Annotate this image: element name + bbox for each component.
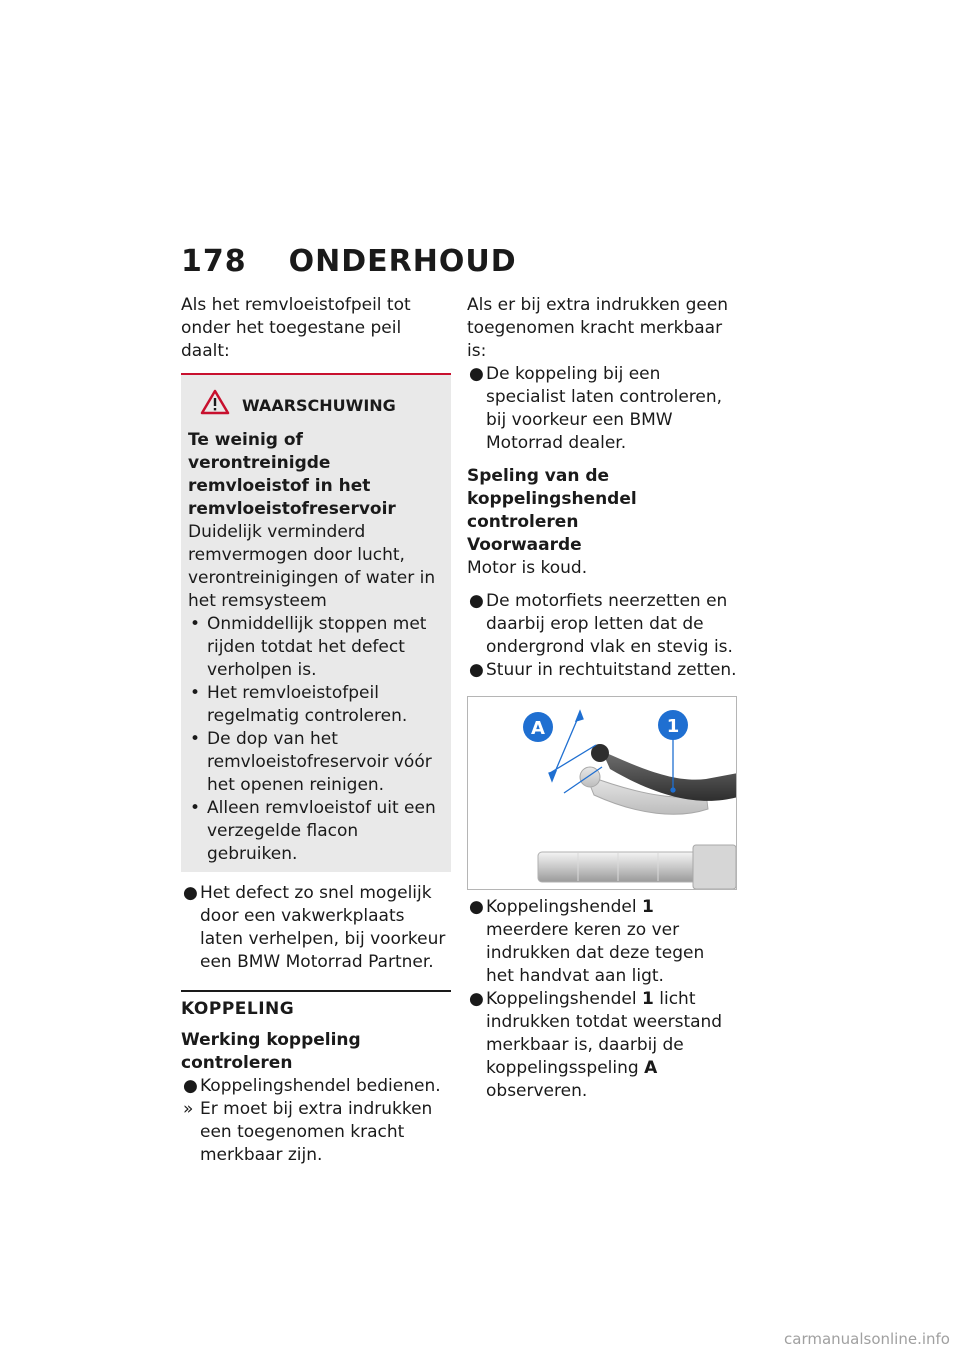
intro-text: Als het remvloeistofpeil tot onder het toegestane peil daalt: xyxy=(181,295,411,361)
section-title: ONDERHOUD xyxy=(288,244,517,279)
warning-bullet: • Alleen remvloeistof uit een verzegelde flacon gebruiken. xyxy=(190,798,436,864)
page-header xyxy=(181,244,517,279)
warning-bullet: • De dop van het remvloeistofreservoir vóór het openen reinigen. xyxy=(190,729,432,795)
warning-body: Duidelijk verminderd remvermogen door lucht, verontreinigingen of water in het remsysteem xyxy=(188,522,436,611)
part-reference: 1 xyxy=(642,989,654,1009)
section-heading: KOPPELING xyxy=(181,999,295,1019)
left-column xyxy=(181,294,451,1167)
right-column xyxy=(467,294,737,1103)
action-step: ● Koppelingshendel 1 meerdere keren zo ver indrukken dat deze tegen het handvat aan ligt. xyxy=(469,897,705,986)
warning-triangle-icon xyxy=(200,389,230,421)
callout-a-label: A xyxy=(531,718,545,739)
result-step: » Er moet bij extra indrukken een toegenomen kracht merkbaar zijn. xyxy=(183,1099,433,1165)
clutch-lever-illustration xyxy=(468,697,736,889)
intro-text: Als er bij extra indrukken geen toegenomen kracht merkbaar is: xyxy=(467,295,729,361)
watermark: carmanualsonline.info xyxy=(784,1330,950,1348)
warning-label: WAARSCHUWING xyxy=(242,395,396,415)
precondition-label: Voorwaarde xyxy=(467,535,582,555)
action-step: ● Koppelingshendel 1 licht indrukken totdat weerstand merkbaar is, daarbij de koppelingsspeling A observeren. xyxy=(469,989,723,1101)
warning-bullet: • Het remvloeistofpeil regelmatig controleren. xyxy=(190,683,408,726)
subheading: Speling van de koppelingshendel controleren xyxy=(467,466,637,532)
action-step: ● Het defect zo snel mogelijk door een vakwerkplaats laten verhelpen, bij voorkeur een BMW Motorrad Partner. xyxy=(183,883,446,972)
warning-bullet: • Onmiddellijk stoppen met rijden totdat het defect verholpen is. xyxy=(190,614,427,680)
action-step: ● De motorfiets neerzetten en daarbij erop letten dat de ondergrond vlak en stevig is. xyxy=(469,591,733,657)
part-reference: 1 xyxy=(642,897,654,917)
callout-1-label: 1 xyxy=(666,716,680,737)
action-step: ● De koppeling bij een specialist laten controleren, bij voorkeur een BMW Motorrad dealer. xyxy=(469,364,723,453)
action-step: ● Stuur in rechtuitstand zetten. xyxy=(469,660,737,680)
clutch-lever-figure xyxy=(467,696,737,890)
warning-box xyxy=(181,373,451,872)
action-step: ● Koppelingshendel bedienen. xyxy=(183,1076,441,1096)
warning-header xyxy=(200,389,443,421)
section-divider xyxy=(181,990,451,992)
precondition-text: Motor is koud. xyxy=(467,558,588,578)
subheading: Werking koppeling controleren xyxy=(181,1030,361,1073)
page-number: 178 xyxy=(181,244,247,279)
part-reference: A xyxy=(644,1058,658,1078)
warning-title: Te weinig of verontreinigde remvloeistof in het remvloeistofreservoir xyxy=(188,430,396,519)
